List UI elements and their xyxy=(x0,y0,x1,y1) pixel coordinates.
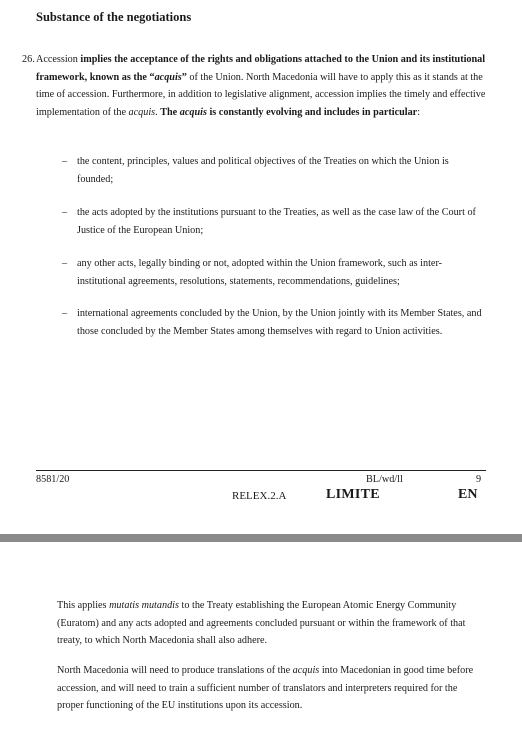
footer-rule xyxy=(36,470,486,471)
translation-paragraph xyxy=(57,662,482,715)
euratom-paragraph xyxy=(57,597,482,650)
list-item-text: any other acts, legally binding or not, adopted within the Union framework, such as inter-institutional agreements, resolutions, statements, recommendations, guidelines; xyxy=(77,258,443,287)
paragraph-number: 26. xyxy=(22,54,35,65)
list-item xyxy=(62,204,486,239)
footer-language: EN xyxy=(458,487,478,502)
p2-acquis: acquis xyxy=(292,665,320,676)
para-acquis-1: acquis xyxy=(154,71,182,83)
para-text-3: ” xyxy=(181,71,187,83)
dash-marker: – xyxy=(62,308,68,319)
list-item-text: the content, principles, values and political objectives of the Treaties on which the Union is founded; xyxy=(77,156,449,185)
para-text-6: The xyxy=(160,106,180,118)
paragraph-26 xyxy=(22,51,486,121)
para-text-8: : xyxy=(417,106,421,118)
footer-classification: LIMITE xyxy=(326,487,380,502)
para-text-5: . xyxy=(155,106,161,118)
list-item-text: the acts adopted by the institutions pursuant to the Treaties, as well as the case law of the Court of Justice of the European Union; xyxy=(77,207,476,236)
para-text-4: of the Union. North Macedonia will have to apply this as it stands at the time of accession. Furthermore, in addition to legislative alignment, accession implies the timely and effective implementation of the xyxy=(36,71,486,118)
page-separator xyxy=(0,534,522,542)
list-item-text: international agreements concluded by the Union, by the Union jointly with its Member States, and those concluded by the Member States among themselves with regard to Union activities. xyxy=(77,308,482,337)
p2-mutatis: mutatis mutandis xyxy=(109,600,179,611)
footer-doc-number: 8581/20 xyxy=(36,474,70,485)
footer-reference: BL/wd/ll xyxy=(366,474,403,485)
para-text-2: implies the acceptance of the rights and obligations attached to the Union and its institutional framework, known as the “ xyxy=(36,54,486,83)
dash-marker: – xyxy=(62,156,68,167)
para-text-7: is constantly evolving and includes in particular xyxy=(206,106,418,118)
para-acquis-3: acquis xyxy=(179,106,207,118)
p2-text-1: This applies xyxy=(57,600,110,611)
footer-page-number: 9 xyxy=(476,474,482,485)
para-text-1: Accession xyxy=(36,54,81,65)
p2-text-4: into Macedonian in good time before accession, and will need to train a sufficient number of translators and interpreters required for the proper functioning of the EU institutions upon its accession. xyxy=(57,665,474,711)
para-acquis-2: acquis xyxy=(128,106,156,118)
section-heading: Substance of the negotiations xyxy=(36,10,192,24)
document-page-10 xyxy=(0,542,522,730)
dash-marker: – xyxy=(62,258,68,269)
p2-text-3: North Macedonia will need to produce translations of the xyxy=(57,665,293,676)
list-item xyxy=(62,305,486,340)
footer-directorate: RELEX.2.A xyxy=(232,490,287,502)
p2-text-2: to the Treaty establishing the European Atomic Energy Community (Euratom) and any acts adopted and agreements concluded pursuant or within the framework of that treaty, to which North Macedonia shall also adhere. xyxy=(57,600,466,646)
list-item xyxy=(62,153,486,188)
dash-marker: – xyxy=(62,207,68,218)
list-item xyxy=(62,255,486,290)
